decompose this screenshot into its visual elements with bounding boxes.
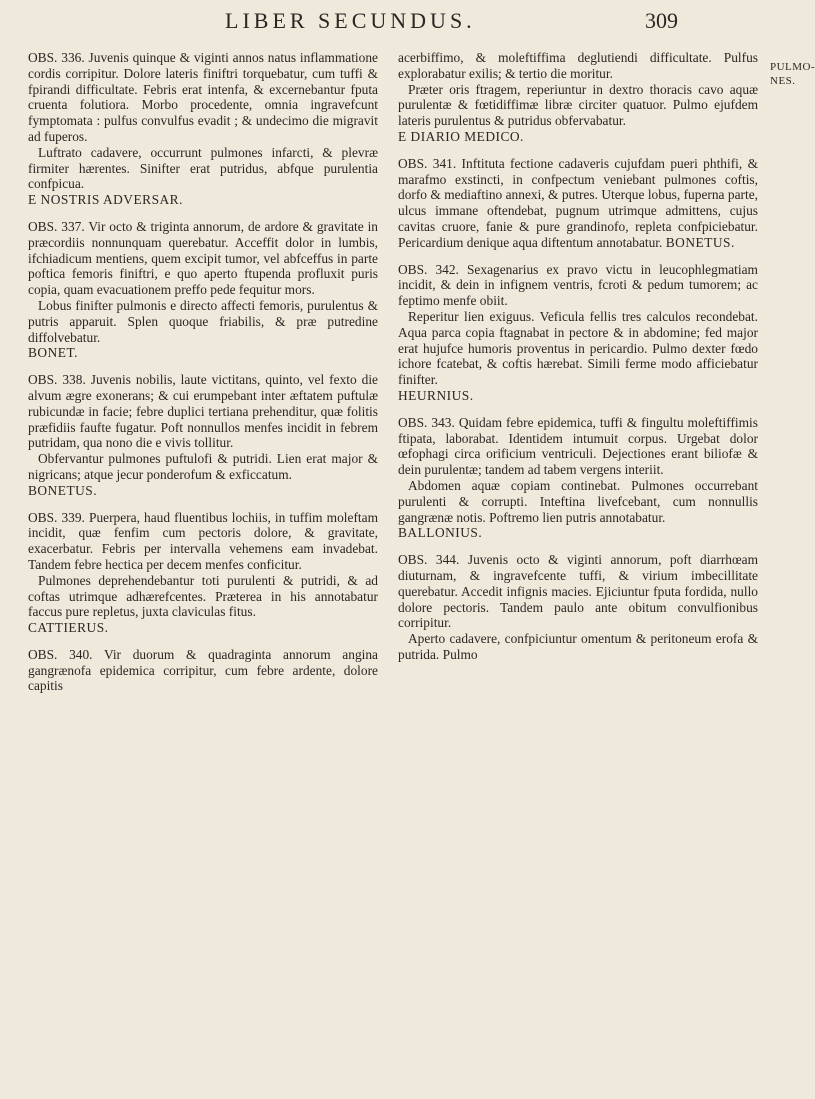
observation-text: Juvenis quinque & viginti annos natus inflammatione cordis corripitur. Dolore lateris finiftri torquebatur, cum tuffi & fpirandi difficultate. Febris erat intenfa, & excernebantur fputa cruenta folutiora. Morbo procedente, omnia ingravefcunt fymptomata : pulfus convulfus evadit ; & undecimo die migravit ad fuperos. <box>28 50 378 144</box>
observation <box>398 156 758 251</box>
observation <box>28 647 378 694</box>
observation-findings: Luftrato cadavere, occurrunt pulmones infarcti, & plevræ firmiter hærentes. Sinifter erat putridus, abfque purulentia confpicua. <box>28 144 378 192</box>
observation-number: OBS. 340. <box>28 646 93 662</box>
observation-source: E DIARIO MEDICO. <box>398 128 524 144</box>
running-title: LIBER SECUNDUS. <box>225 8 476 33</box>
observation-findings: Obfervantur pulmones puftulofi & putridi. Lien erat major & nigricans; atque jecur ponderofum & exficcatum. <box>28 451 378 482</box>
observation-number: OBS. 337. <box>28 218 85 234</box>
page-number: 309 <box>645 8 678 33</box>
observation-findings: Aperto cadavere, confpiciuntur omentum & peritoneum erofa & putrida. Pulmo <box>398 631 758 662</box>
observation-findings: Abdomen aquæ copiam continebat. Pulmones occurrebant purulenti & corrupti. Inteftina livefcebant, cum nonnullis gangrænæ notis. Poftremo lien putris annotabatur. <box>398 477 758 525</box>
observation-number: OBS. 338. <box>28 372 86 388</box>
observation-number: OBS. 336. <box>28 50 85 65</box>
observation-findings: Reperitur lien exiguus. Veficula fellis tres calculos recondebat. Aqua parca copia ftagnabat in pectore & in abdomine; fed major erat hujufce humoris proventus in pericardio. Pulmo dexter fœdo ichore fcatebat, & coftis hærebat. Simili ferme modo afficiebatur finifter. <box>398 308 758 388</box>
observation <box>398 552 758 663</box>
observation-text: Inftituta fectione cadaveris cujufdam pueri phthifi, & marafmo exstincti, in confpectum veniebant pulmones coftis, dorfo & mediaftino annexi, & putres. Uterque lobus, fuperna parte, ulcus immane oftendebat, pugnum utrimque admittens, cujus cavitas cruore, fanie & pure grandinofo, repleta confpiciebatur. Pericardium denique aqua diftentum annotabatur. <box>398 155 758 250</box>
observation <box>398 50 758 145</box>
right-column <box>398 50 758 674</box>
observation <box>398 262 758 404</box>
observation-text: Puerpera, haud fluentibus lochiis, in tuffim moleftam incidit, quæ fenfim cum pectoris dolore, & gravitate, exacerbatur. Febris per intervalla vehemens eam invadebat. Tandem febre hectica per decem menfes conficitur. <box>28 509 378 572</box>
observation <box>398 415 758 541</box>
observation-text: Vir octo & triginta annorum, de ardore & gravitate in præcordiis nonnunquam querebatur. Acceffit dolor in lumbis, ifchiadicum mentiens, quem excipit tumor, vel abfceffus in parte poftica femoris finiftri, e quo aperto ftupenda profluxit puris copia, quam evacuationem preffo pede fequitur mors. <box>28 218 378 298</box>
observation-source: CATTIERUS. <box>28 620 109 636</box>
observation <box>28 510 378 636</box>
observation-source: HEURNIUS. <box>398 387 474 403</box>
observation-source: E NOSTRIS ADVERSAR. <box>28 192 183 208</box>
observation-text: Juvenis octo & viginti annorum, poft diarrhœam diuturnam, & ingravefcente tuffi, & virium imbecillitate querebatur. Accedit infignis macies. Ejiciuntur fputa fordida, nullo dolore pectoris. Tandem paulo ante obitum convulfionibus corripitur. <box>398 552 758 631</box>
observation-number: OBS. 339. <box>28 509 85 525</box>
observation-findings: Lobus finifter pulmonis e directo affecti femoris, purulentus & putris apparuit. Splen quoque friabilis, & præ putredine diffolvebatur. <box>28 297 378 345</box>
observation-source: BONETUS. <box>28 482 98 498</box>
observation-source: BONETUS. <box>665 234 735 250</box>
observation-source: BONET. <box>28 345 78 361</box>
observation-findings: Præter oris ftragem, reperiuntur in dextro thoracis cavo aquæ purulentæ & fœtidiffimæ libræ circiter quatuor. Pulmo ejufdem lateris purulentus & putridus obfervabatur. <box>398 81 758 129</box>
observation-number: OBS. 342. <box>398 261 459 277</box>
observation <box>28 372 378 498</box>
observation <box>28 50 378 208</box>
observation-source: BALLONIUS. <box>398 525 483 541</box>
left-column <box>28 50 378 705</box>
observation-number: OBS. 343. <box>398 414 455 430</box>
observation-text: Vir duorum & quadraginta annorum angina gangrænofa epidemica corripitur, cum febre ardente, dolore capitis <box>28 646 378 694</box>
observation <box>28 219 378 361</box>
observation-text: Sexagenarius ex pravo victu in leucophlegmatiam incidit, & dein in infignem ventris, fcroti & pedum tumorem; ac feptimo menfe obiit. <box>398 261 758 309</box>
marginal-note: PULMO-NES. <box>770 61 815 87</box>
observation-text: acerbiffimo, & moleftiffima deglutiendi difficultate. Pulfus explorabatur exilis; & tertio die moritur. <box>398 50 758 81</box>
observation-text: Quidam febre epidemica, tuffi & fingultu moleftiffimis ftipata, laborabat. Identidem intumuit corpus. Urgebat dolor œfophagi circa orificium ventriculi. Dejectiones erant biliofæ & dein purulentæ; tandem ad tabem vergens interiit. <box>398 414 758 478</box>
observation-findings: Pulmones deprehendebantur toti purulenti & putridi, & ad coftas utrimque adhærefcentes. Præterea in his annotabatur faccus pure repletus, juxta claviculas fitus. <box>28 572 378 620</box>
observation-number: OBS. 344. <box>398 552 460 568</box>
observation-number: OBS. 341. <box>398 155 457 171</box>
observation-text: Juvenis nobilis, laute victitans, quinto, vel fexto die alvum ægre exonerans; & cui erumpebant inter æftatem puftulæ rubicundæ in facie; febre duplici tertiana prehenditur, quæ folitis præfidiis faufte fugatur. Poft nonnullos menfes incidit in febrem putridam, qua nono die e vivis tollitur. <box>28 372 378 451</box>
